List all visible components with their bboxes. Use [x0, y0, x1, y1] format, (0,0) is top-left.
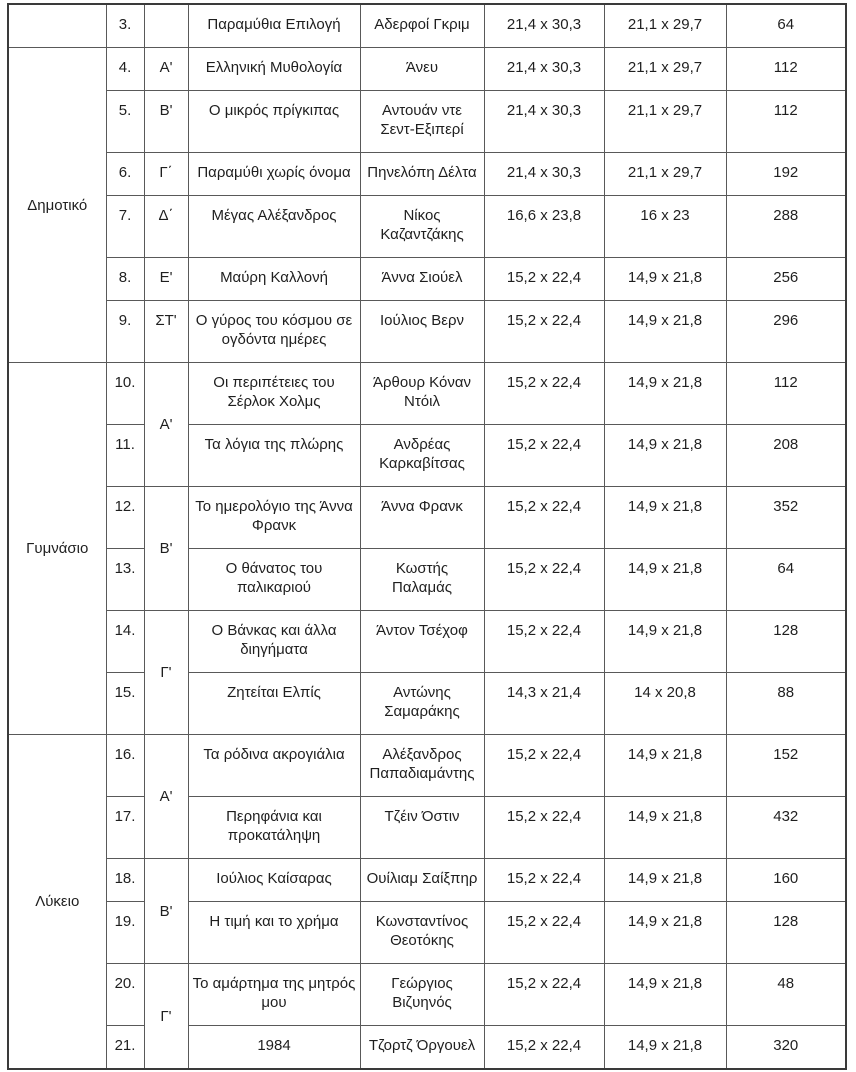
- number-cell: 5.: [106, 91, 144, 153]
- author-cell: Αντουάν ντε Σεντ-Εξιπερί: [360, 91, 484, 153]
- table-row: [8, 487, 846, 549]
- class-cell: Ε': [144, 258, 188, 301]
- pages-cell: 160: [726, 859, 846, 902]
- class-cell: Β': [144, 91, 188, 153]
- author-cell: Κωστής Παλαμάς: [360, 549, 484, 611]
- class-cell: Γ': [144, 611, 188, 735]
- title-cell: Παραμύθια Επιλογή: [188, 4, 360, 48]
- number-cell: 9.: [106, 301, 144, 363]
- pages-cell: 64: [726, 549, 846, 611]
- table-row: [8, 549, 846, 611]
- number-cell: 15.: [106, 673, 144, 735]
- pages-cell: 152: [726, 735, 846, 797]
- dimension1-cell: 14,3 x 21,4: [484, 673, 604, 735]
- number-cell: 18.: [106, 859, 144, 902]
- table-row: [8, 673, 846, 735]
- title-cell: Ελληνική Μυθολογία: [188, 48, 360, 91]
- title-cell: Η τιμή και το χρήμα: [188, 902, 360, 964]
- number-cell: 21.: [106, 1026, 144, 1070]
- author-cell: Άντον Τσέχοφ: [360, 611, 484, 673]
- number-cell: 14.: [106, 611, 144, 673]
- author-cell: Τζέιν Όστιν: [360, 797, 484, 859]
- title-cell: Οι περιπέτειες του Σέρλοκ Χολμς: [188, 363, 360, 425]
- class-cell: Β': [144, 487, 188, 611]
- author-cell: Άρθουρ Κόναν Ντόιλ: [360, 363, 484, 425]
- author-cell: Κωνσταντίνος Θεοτόκης: [360, 902, 484, 964]
- title-cell: Ο Βάνκας και άλλα διηγήματα: [188, 611, 360, 673]
- dimension1-cell: 15,2 x 22,4: [484, 902, 604, 964]
- dimension2-cell: 14,9 x 21,8: [604, 258, 726, 301]
- title-cell: Περηφάνια και προκατάληψη: [188, 797, 360, 859]
- author-cell: Αδερφοί Γκριμ: [360, 4, 484, 48]
- dimension2-cell: 14,9 x 21,8: [604, 425, 726, 487]
- books-table-body: [8, 4, 846, 1069]
- title-cell: Μέγας Αλέξανδρος: [188, 196, 360, 258]
- pages-cell: 112: [726, 363, 846, 425]
- dimension2-cell: 16 x 23: [604, 196, 726, 258]
- number-cell: 11.: [106, 425, 144, 487]
- number-cell: 16.: [106, 735, 144, 797]
- dimension2-cell: 14,9 x 21,8: [604, 487, 726, 549]
- dimension1-cell: 15,2 x 22,4: [484, 549, 604, 611]
- title-cell: Ο μικρός πρίγκιπας: [188, 91, 360, 153]
- title-cell: Τα λόγια της πλώρης: [188, 425, 360, 487]
- dimension1-cell: 21,4 x 30,3: [484, 48, 604, 91]
- dimension2-cell: 14,9 x 21,8: [604, 902, 726, 964]
- number-cell: 10.: [106, 363, 144, 425]
- dimension2-cell: 21,1 x 29,7: [604, 153, 726, 196]
- table-row: [8, 258, 846, 301]
- dimension1-cell: 15,2 x 22,4: [484, 964, 604, 1026]
- author-cell: Τζορτζ Όργουελ: [360, 1026, 484, 1070]
- pages-cell: 432: [726, 797, 846, 859]
- class-cell: Δ΄: [144, 196, 188, 258]
- dimension2-cell: 14,9 x 21,8: [604, 611, 726, 673]
- dimension2-cell: 14,9 x 21,8: [604, 964, 726, 1026]
- author-cell: Νίκος Καζαντζάκης: [360, 196, 484, 258]
- pages-cell: 128: [726, 902, 846, 964]
- pages-cell: 112: [726, 91, 846, 153]
- author-cell: Ιούλιος Βερν: [360, 301, 484, 363]
- table-row: [8, 735, 846, 797]
- pages-cell: 88: [726, 673, 846, 735]
- dimension2-cell: 14,9 x 21,8: [604, 1026, 726, 1070]
- class-cell: Α': [144, 363, 188, 487]
- table-row: [8, 4, 846, 48]
- title-cell: Το αμάρτημα της μητρός μου: [188, 964, 360, 1026]
- class-cell: [144, 4, 188, 48]
- table-row: [8, 964, 846, 1026]
- class-cell: Β': [144, 859, 188, 964]
- title-cell: 1984: [188, 1026, 360, 1070]
- author-cell: Αντώνης Σαμαράκης: [360, 673, 484, 735]
- dimension1-cell: 15,2 x 22,4: [484, 363, 604, 425]
- table-row: [8, 153, 846, 196]
- table-row: [8, 48, 846, 91]
- dimension1-cell: 15,2 x 22,4: [484, 797, 604, 859]
- pages-cell: 48: [726, 964, 846, 1026]
- title-cell: Τα ρόδινα ακρογιάλια: [188, 735, 360, 797]
- author-cell: Ανδρέας Καρκαβίτσας: [360, 425, 484, 487]
- table-row: [8, 859, 846, 902]
- dimension2-cell: 14,9 x 21,8: [604, 363, 726, 425]
- author-cell: Ουίλιαμ Σαίξπηρ: [360, 859, 484, 902]
- number-cell: 8.: [106, 258, 144, 301]
- pages-cell: 192: [726, 153, 846, 196]
- dimension1-cell: 21,4 x 30,3: [484, 4, 604, 48]
- author-cell: Πηνελόπη Δέλτα: [360, 153, 484, 196]
- table-row: [8, 1026, 846, 1070]
- class-cell: Γ΄: [144, 153, 188, 196]
- dimension2-cell: 21,1 x 29,7: [604, 48, 726, 91]
- class-cell: Α': [144, 735, 188, 859]
- pages-cell: 256: [726, 258, 846, 301]
- dimension2-cell: 14 x 20,8: [604, 673, 726, 735]
- dimension1-cell: 15,2 x 22,4: [484, 258, 604, 301]
- table-row: [8, 91, 846, 153]
- pages-cell: 352: [726, 487, 846, 549]
- level-cell: Γυμνάσιο: [8, 363, 106, 735]
- dimension2-cell: 14,9 x 21,8: [604, 859, 726, 902]
- number-cell: 13.: [106, 549, 144, 611]
- dimension1-cell: 16,6 x 23,8: [484, 196, 604, 258]
- table-row: [8, 301, 846, 363]
- dimension1-cell: 15,2 x 22,4: [484, 1026, 604, 1070]
- title-cell: Μαύρη Καλλονή: [188, 258, 360, 301]
- number-cell: 6.: [106, 153, 144, 196]
- title-cell: Ζητείται Ελπίς: [188, 673, 360, 735]
- table-row: [8, 196, 846, 258]
- number-cell: 20.: [106, 964, 144, 1026]
- title-cell: Ο γύρος του κόσμου σε ογδόντα ημέρες: [188, 301, 360, 363]
- author-cell: Άνευ: [360, 48, 484, 91]
- title-cell: Το ημερολόγιο της Άννα Φρανκ: [188, 487, 360, 549]
- dimension2-cell: 14,9 x 21,8: [604, 549, 726, 611]
- level-cell: [8, 4, 106, 48]
- number-cell: 19.: [106, 902, 144, 964]
- dimension2-cell: 14,9 x 21,8: [604, 797, 726, 859]
- number-cell: 7.: [106, 196, 144, 258]
- dimension1-cell: 15,2 x 22,4: [484, 735, 604, 797]
- dimension2-cell: 21,1 x 29,7: [604, 4, 726, 48]
- pages-cell: 112: [726, 48, 846, 91]
- dimension2-cell: 14,9 x 21,8: [604, 735, 726, 797]
- number-cell: 17.: [106, 797, 144, 859]
- dimension2-cell: 14,9 x 21,8: [604, 301, 726, 363]
- class-cell: Α': [144, 48, 188, 91]
- title-cell: Ο θάνατος του παλικαριού: [188, 549, 360, 611]
- table-row: [8, 797, 846, 859]
- dimension1-cell: 15,2 x 22,4: [484, 487, 604, 549]
- books-table: [7, 3, 847, 1070]
- table-row: [8, 902, 846, 964]
- level-cell: Λύκειο: [8, 735, 106, 1070]
- dimension2-cell: 21,1 x 29,7: [604, 91, 726, 153]
- pages-cell: 296: [726, 301, 846, 363]
- author-cell: Άννα Φρανκ: [360, 487, 484, 549]
- number-cell: 3.: [106, 4, 144, 48]
- dimension1-cell: 15,2 x 22,4: [484, 425, 604, 487]
- pages-cell: 320: [726, 1026, 846, 1070]
- author-cell: Γεώργιος Βιζυηνός: [360, 964, 484, 1026]
- pages-cell: 288: [726, 196, 846, 258]
- level-cell: Δημοτικό: [8, 48, 106, 363]
- author-cell: Αλέξανδρος Παπαδιαμάντης: [360, 735, 484, 797]
- title-cell: Ιούλιος Καίσαρας: [188, 859, 360, 902]
- dimension1-cell: 15,2 x 22,4: [484, 611, 604, 673]
- dimension1-cell: 15,2 x 22,4: [484, 301, 604, 363]
- number-cell: 4.: [106, 48, 144, 91]
- dimension1-cell: 21,4 x 30,3: [484, 91, 604, 153]
- class-cell: ΣΤ': [144, 301, 188, 363]
- dimension1-cell: 15,2 x 22,4: [484, 859, 604, 902]
- number-cell: 12.: [106, 487, 144, 549]
- author-cell: Άννα Σιούελ: [360, 258, 484, 301]
- table-row: [8, 611, 846, 673]
- table-row: [8, 363, 846, 425]
- class-cell: Γ': [144, 964, 188, 1070]
- dimension1-cell: 21,4 x 30,3: [484, 153, 604, 196]
- pages-cell: 128: [726, 611, 846, 673]
- pages-cell: 208: [726, 425, 846, 487]
- table-row: [8, 425, 846, 487]
- title-cell: Παραμύθι χωρίς όνομα: [188, 153, 360, 196]
- pages-cell: 64: [726, 4, 846, 48]
